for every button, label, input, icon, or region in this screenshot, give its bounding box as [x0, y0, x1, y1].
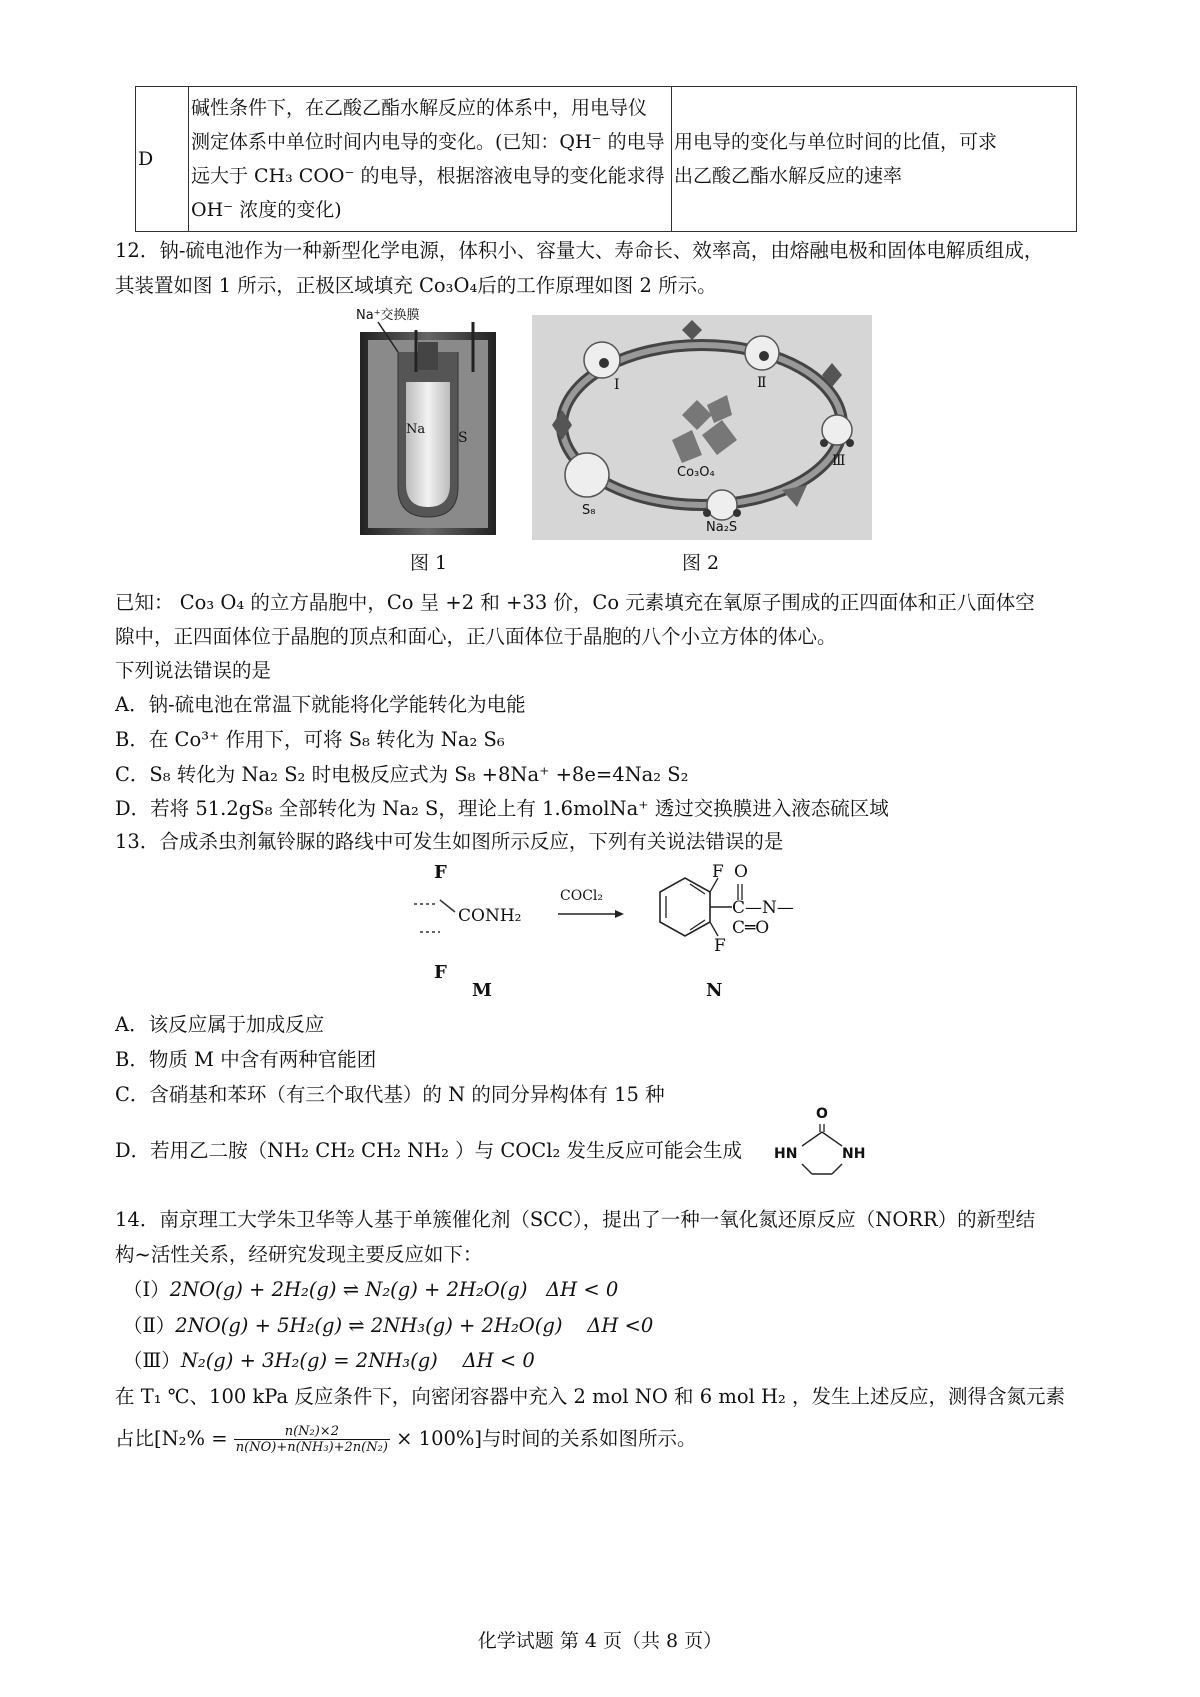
purpose-line: 出乙酸乙酯水解反应的速率 [674, 165, 903, 187]
reaction-3 [123, 1348, 535, 1374]
n-carbonyl-oxygen: O [734, 862, 748, 882]
q13-option-d: D．若用乙二胺（NH₂ CH₂ CH₂ NH₂ ）与 COCl₂ 发生反应可能会生成 [115, 1139, 742, 1162]
q12-stem-line: 12．钠-硫电池作为一种新型化学电源，体积小、容量大、寿命长、效率高，由熔融电极和固体电解质组成， [115, 239, 1044, 262]
reaction-scheme [410, 862, 810, 1002]
imidazolidinone-structure [772, 1106, 872, 1180]
stage-i-label: I [614, 377, 620, 393]
row-purpose [672, 87, 1077, 232]
q12-stem-line: 其装置如图 1 所示，正极区域填充 Co₃O₄后的工作原理如图 2 所示。 [115, 274, 717, 297]
row-method [189, 87, 672, 232]
reaction-3-equation: N₂(g) + 3H₂(g) = 2NH₃(g) [180, 1349, 438, 1372]
figure-1-caption: 图 1 [410, 552, 448, 574]
s-label: S [458, 430, 468, 446]
reaction-2-tag: （Ⅱ） [123, 1314, 176, 1337]
reaction-2-equation: 2NO(g) + 5H₂(g) ⇌ 2NH₃(g) + 2H₂O(g) [175, 1314, 563, 1337]
co3o4-label: Co₃O₄ [677, 465, 715, 480]
figure-2-mechanism [532, 315, 872, 540]
method-line: OH⁻ 浓度的变化) [191, 199, 342, 221]
na-label: Na [406, 422, 426, 437]
ratio-fraction [234, 1424, 390, 1455]
stage-iii-label: Ⅲ [832, 453, 846, 469]
q14-condition-line: 在 T₁ ℃、100 kPa 反应条件下，向密闭容器中充入 2 mol NO 和 6 mol H₂ ，发生上述反应，测得含氮元素 [115, 1385, 1066, 1408]
method-line: 测定体系中单位时间内电导的变化。(已知：QH⁻ 的电导 [191, 131, 665, 153]
q14-stem-line: 构~活性关系，经研究发现主要反应如下： [115, 1243, 483, 1266]
figure-1-battery [356, 308, 498, 537]
reaction-1-equation: 2NO(g) + 2H₂(g) ⇌ N₂(g) + 2H₂O(g) [169, 1278, 528, 1301]
q12-known-line: 已知： Co₃ O₄ 的立方晶胞中，Co 呈 +2 和 +33 价，Co 元素填充在氧原子围成的正四面体和正八面体空 [115, 591, 1035, 614]
q13-option-b: B．物质 M 中含有两种官能团 [115, 1048, 377, 1071]
compound-m-label: M [472, 980, 492, 1001]
m-amide-group: CONH₂ [458, 906, 522, 926]
reaction-2 [123, 1313, 653, 1339]
stage-ii-label: Ⅱ [757, 375, 767, 391]
q12-option-d: D．若将 51.2gS₈ 全部转化为 Na₂ S，理论上有 1.6molNa⁺ 透过交换膜进入液态硫区域 [115, 797, 889, 820]
q13-stem: 13．合成杀虫剂氟铃脲的路线中可发生如图所示反应，下列有关说法错误的是 [115, 830, 784, 853]
membrane-label: Na⁺交换膜 [356, 308, 420, 323]
fraction-numerator: n(N₂)×2 [234, 1424, 390, 1440]
q13-option-a: A．该反应属于加成反应 [115, 1013, 325, 1036]
q12-ask: 下列说法错误的是 [115, 659, 272, 682]
q12-known-line: 隙中，正四面体位于晶胞的顶点和面心，正八面体位于晶胞的八个小立方体的体心。 [115, 625, 837, 648]
fraction-denominator: n(NO)+n(NH₃)+2n(N₂) [235, 1440, 388, 1455]
ring-nh: NH [842, 1146, 866, 1162]
q13-option-c: C．含硝基和苯环（有三个取代基）的 N 的同分异构体有 15 种 [115, 1083, 665, 1106]
q14-ratio-line [115, 1419, 697, 1459]
reaction-2-enthalpy: ΔH <0 [587, 1314, 654, 1337]
n-fluorine-bottom: F [714, 936, 726, 956]
reaction-3-tag: （Ⅲ） [123, 1349, 181, 1372]
m-fluorine-top: F [434, 862, 447, 883]
purpose-line: 用电导的变化与单位时间的比值，可求 [674, 131, 998, 153]
ring-hn: HN [774, 1146, 798, 1162]
method-line: 碱性条件下，在乙酸乙酯水解反应的体系中，用电导仪 [191, 97, 648, 119]
ratio-prefix: 占比[N₂% = [115, 1427, 234, 1450]
row-label: D [136, 87, 189, 232]
page-footer: 化学试题 第 4 页（共 8 页） [477, 1630, 723, 1652]
figure-2-caption: 图 2 [682, 552, 720, 574]
compound-n-label: N [706, 980, 723, 1001]
reaction-1-tag: （Ⅰ） [123, 1278, 170, 1301]
reaction-1-enthalpy: ΔH < 0 [546, 1278, 619, 1301]
n-fluorine-top: F [712, 862, 724, 882]
method-line: 远大于 CH₃ COO⁻ 的电导，根据溶液电导的变化能求得 [191, 165, 665, 187]
m-fluorine-bottom: F [434, 962, 447, 983]
na2s-label: Na₂S [706, 520, 738, 535]
q12-option-b: B．在 Co³⁺ 作用下，可将 S₈ 转化为 Na₂ S₆ [115, 728, 505, 751]
q12-option-c: C．S₈ 转化为 Na₂ S₂ 时电极反应式为 S₈ +8Na⁺ +8e=4Na₂ S₂ [115, 763, 689, 786]
n-isocyanate-chain: C—N—C═O [732, 898, 794, 938]
q12-option-a: A．钠-硫电池在常温下就能将化学能转化为电能 [115, 693, 526, 716]
q14-stem-line: 14．南京理工大学朱卫华等人基于单簇催化剂（SCC），提出了一种一氧化氮还原反应（NORR）的新型结 [115, 1208, 1036, 1231]
s8-label: S₈ [582, 503, 596, 518]
reaction-1 [123, 1277, 618, 1303]
ratio-suffix: × 100%]与时间的关系如图所示。 [389, 1427, 697, 1450]
reaction-3-enthalpy: ΔH < 0 [462, 1349, 535, 1372]
ring-oxygen: O [816, 1106, 828, 1122]
reagent-label: COCl₂ [560, 888, 603, 904]
option-table-row-d [135, 86, 1077, 232]
